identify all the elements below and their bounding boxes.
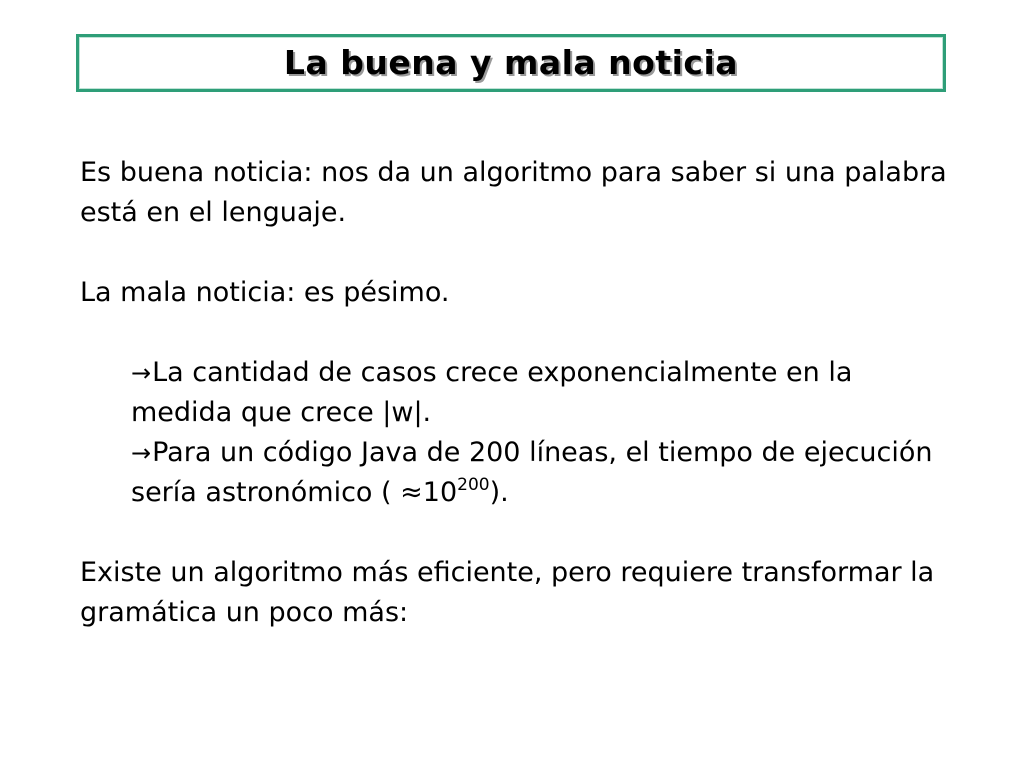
arrow-right-icon: → bbox=[131, 359, 152, 387]
approx-icon: ≈ bbox=[400, 477, 423, 508]
power-base: 10 bbox=[422, 477, 458, 508]
paragraph-good-news: Es buena noticia: nos da un algoritmo para saber si una palabra está en el lenguaje. bbox=[80, 157, 947, 228]
bullet-exponential bbox=[131, 353, 951, 433]
arrow-right-icon: → bbox=[131, 439, 152, 467]
slide-title: La buena y mala noticia bbox=[283, 43, 739, 82]
paragraph-efficient-algorithm: Existe un algoritmo más eficiente, pero requiere transformar la gramática un poco más: bbox=[80, 557, 935, 628]
title-box bbox=[76, 34, 946, 92]
bullet-java-example bbox=[131, 433, 951, 513]
power-exponent: 200 bbox=[457, 475, 490, 495]
paragraph-bad-news: La mala noticia: es pésimo. bbox=[80, 277, 450, 308]
bullet-java-close: ). bbox=[489, 477, 509, 508]
bullet-exponential-text: La cantidad de casos crece exponencialmente en la medida que crece |w|. bbox=[131, 357, 853, 428]
bullet-java-text: Para un código Java de 200 líneas, el tiempo de ejecución sería astronómico ( bbox=[131, 437, 933, 508]
